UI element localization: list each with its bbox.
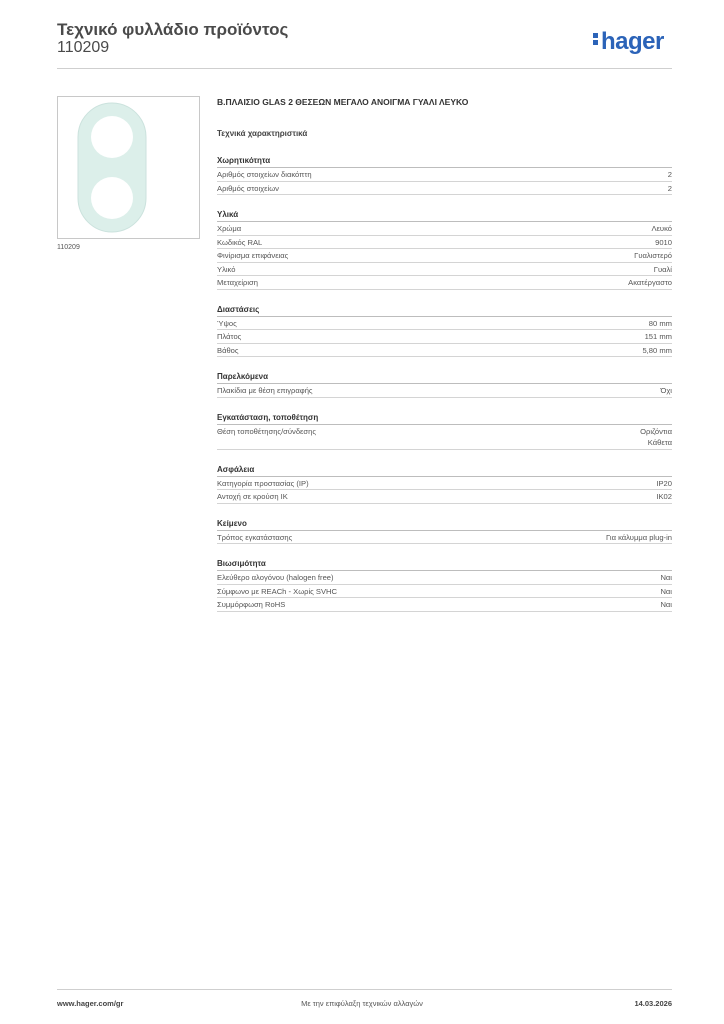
spec-label: Θέση τοποθέτησης/σύνδεσης bbox=[217, 426, 317, 436]
spec-row bbox=[217, 249, 672, 263]
spec-section bbox=[217, 558, 672, 612]
spec-value: Ακατέργαστο bbox=[628, 278, 672, 287]
spec-section bbox=[217, 371, 672, 398]
spec-label: Μεταχείριση bbox=[217, 278, 258, 287]
spec-row bbox=[217, 425, 672, 450]
spec-row bbox=[217, 236, 672, 250]
document-title: Τεχνικό φυλλάδιο προϊόντος bbox=[57, 20, 289, 39]
product-title: Β.ΠΛΑΙΣΙΟ GLAS 2 ΘΕΣΕΩΝ ΜΕΓΑΛΟ ΑΝΟΙΓΜΑ ΓΥΑΛΙ ΛΕΥΚΟ bbox=[217, 97, 469, 107]
spec-value: Λευκό bbox=[651, 224, 672, 233]
specification-content bbox=[217, 96, 672, 612]
spec-row bbox=[217, 490, 672, 504]
spec-value: Ναι bbox=[660, 573, 672, 582]
spec-row bbox=[217, 263, 672, 277]
spec-label: Κωδικός RAL bbox=[217, 237, 263, 247]
spec-label: Κατηγορία προστασίας (IP) bbox=[217, 478, 309, 488]
spec-value: Για κάλυμμα plug-in bbox=[606, 532, 672, 542]
header-divider bbox=[57, 68, 672, 69]
image-caption: 110209 bbox=[57, 244, 80, 251]
spec-section bbox=[217, 304, 672, 358]
spec-value: Όχι bbox=[660, 386, 672, 395]
features-heading: Τεχνικά χαρακτηριστικά bbox=[217, 129, 308, 138]
product-code: 110209 bbox=[57, 39, 110, 56]
spec-value: Ναι bbox=[660, 600, 672, 609]
spec-row bbox=[217, 531, 672, 545]
spec-value: Ναι bbox=[660, 586, 672, 596]
footer-divider bbox=[57, 989, 672, 990]
spec-row bbox=[217, 571, 672, 585]
glass-frame-two-gang-image bbox=[58, 97, 199, 238]
spec-label: Σύμφωνο με REACh - Χωρίς SVHC bbox=[217, 586, 338, 596]
section-title: Υλικά bbox=[217, 209, 672, 222]
logo-text: hager bbox=[601, 28, 664, 55]
spec-section bbox=[217, 518, 672, 545]
spec-label: Πλάτος bbox=[217, 332, 242, 341]
spec-value: Γυαλί bbox=[653, 264, 672, 274]
spec-label: Τρόπος εγκατάστασης bbox=[217, 532, 293, 542]
spec-row bbox=[217, 477, 672, 491]
spec-section bbox=[217, 155, 672, 195]
footer-notice: Με την επιφύλαξη τεχνικών αλλαγών bbox=[301, 999, 423, 1008]
spec-value: 80 mm bbox=[648, 318, 672, 328]
spec-row bbox=[217, 344, 672, 358]
spec-label: Αριθμός στοιχείων bbox=[217, 183, 279, 193]
spec-label: Υλικό bbox=[217, 264, 236, 274]
specification-sections bbox=[217, 155, 672, 612]
footer-website-link[interactable]: www.hager.com/gr bbox=[57, 999, 124, 1008]
spec-value: 2 bbox=[667, 183, 672, 193]
spec-value: 2 bbox=[667, 170, 672, 179]
section-title: Διαστάσεις bbox=[217, 304, 672, 317]
spec-section bbox=[217, 464, 672, 504]
section-title: Παρελκόμενα bbox=[217, 371, 672, 384]
spec-row bbox=[217, 222, 672, 236]
spec-label: Φινίρισμα επιφάνειας bbox=[217, 251, 289, 260]
spec-label: Αριθμός στοιχείων διακόπτη bbox=[217, 170, 312, 179]
spec-label: Χρώμα bbox=[217, 224, 242, 233]
product-image bbox=[57, 96, 200, 239]
spec-label: Πλακίδια με θέση επιγραφής bbox=[217, 386, 313, 395]
logo-dots-icon bbox=[593, 31, 598, 47]
spec-row bbox=[217, 585, 672, 599]
spec-label: Συμμόρφωση RoHS bbox=[217, 600, 286, 609]
spec-value: IK02 bbox=[656, 492, 672, 501]
footer-date: 14.03.2026 bbox=[634, 999, 672, 1008]
spec-row bbox=[217, 330, 672, 344]
hager-logo bbox=[593, 28, 664, 56]
spec-label: Ύψος bbox=[217, 318, 237, 328]
section-title: Βιωσιμότητα bbox=[217, 558, 672, 571]
spec-value: 151 mm bbox=[644, 332, 672, 341]
spec-value: 9010 bbox=[655, 237, 672, 247]
spec-label: Βάθος bbox=[217, 345, 239, 355]
spec-section bbox=[217, 412, 672, 450]
section-title: Εγκατάσταση, τοποθέτηση bbox=[217, 412, 672, 425]
spec-value: IP20 bbox=[656, 478, 672, 488]
spec-row bbox=[217, 168, 672, 182]
spec-value: Οριζόντια Κάθετα bbox=[640, 426, 672, 447]
spec-label: Ελεύθερο αλογόνου (halogen free) bbox=[217, 573, 334, 582]
spec-section bbox=[217, 209, 672, 290]
spec-row bbox=[217, 598, 672, 612]
section-title: Ασφάλεια bbox=[217, 464, 672, 477]
spec-row bbox=[217, 276, 672, 290]
spec-row bbox=[217, 317, 672, 331]
spec-value: Γυαλιστερό bbox=[634, 251, 672, 260]
spec-value: 5,80 mm bbox=[642, 345, 672, 355]
spec-row bbox=[217, 182, 672, 196]
section-title: Χωρητικότητα bbox=[217, 155, 672, 168]
spec-row bbox=[217, 384, 672, 398]
section-title: Κείμενο bbox=[217, 518, 672, 531]
spec-label: Αντοχή σε κρούση IK bbox=[217, 492, 288, 501]
